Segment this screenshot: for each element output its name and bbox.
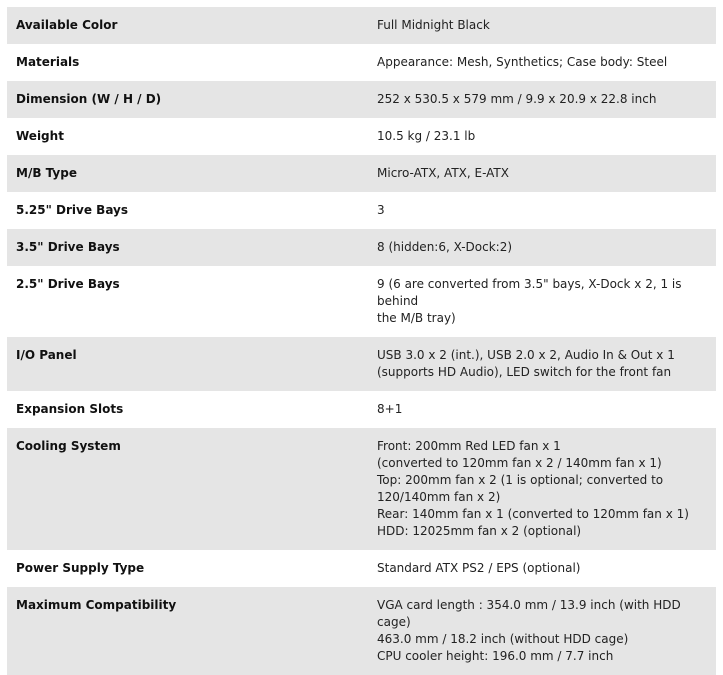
spec-label: 5.25" Drive Bays: [7, 192, 360, 229]
spec-label: Power Supply Type: [7, 550, 360, 587]
spec-label: Weight: [7, 118, 360, 155]
spec-value: [360, 118, 716, 155]
spec-row-materials: [7, 44, 716, 81]
spec-value-line: Standard ATX PS2 / EPS (optional): [377, 561, 581, 575]
spec-value: [360, 229, 716, 266]
spec-row-power-supply-type: [7, 550, 716, 587]
spec-value-line: 463.0 mm / 18.2 inch (without HDD cage): [377, 632, 629, 646]
spec-value-line: VGA card length : 354.0 mm / 13.9 inch (with HDD cage): [377, 598, 681, 629]
spec-value-line: 120/140mm fan x 2): [377, 490, 501, 504]
spec-value-line: (converted to 120mm fan x 2 / 140mm fan x 1): [377, 456, 662, 470]
spec-value-line: HDD: 12025mm fan x 2 (optional): [377, 524, 582, 538]
spec-value-line: 8+1: [377, 402, 403, 416]
spec-label: Materials: [7, 44, 360, 81]
spec-value: [360, 155, 716, 192]
spec-row-available-color: [7, 7, 716, 44]
spec-row-weight: [7, 118, 716, 155]
spec-label: Maximum Compatibility: [7, 587, 360, 675]
spec-value-line: Full Midnight Black: [377, 18, 490, 32]
spec-row-mb-type: [7, 155, 716, 192]
spec-label: I/O Panel: [7, 337, 360, 391]
spec-value: [360, 44, 716, 81]
spec-label: Expansion Slots: [7, 391, 360, 428]
spec-value: [360, 550, 716, 587]
spec-value: [360, 7, 716, 44]
spec-value: [360, 428, 716, 550]
spec-label: Cooling System: [7, 428, 360, 550]
spec-value-line: Top: 200mm fan x 2 (1 is optional; converted to: [377, 473, 664, 487]
spec-row-maximum-compatibility: [7, 587, 716, 675]
spec-row-io-panel: [7, 337, 716, 391]
spec-row-dimension: [7, 81, 716, 118]
spec-value: [360, 266, 716, 337]
spec-value-line: CPU cooler height: 196.0 mm / 7.7 inch: [377, 649, 614, 663]
spec-label: Dimension (W / H / D): [7, 81, 360, 118]
spec-row-25-drive-bays: [7, 266, 716, 337]
spec-label: 2.5" Drive Bays: [7, 266, 360, 337]
spec-row-35-drive-bays: [7, 229, 716, 266]
spec-value-line: 8 (hidden:6, X-Dock:2): [377, 240, 513, 254]
spec-value-line: 3: [377, 203, 385, 217]
spec-label: M/B Type: [7, 155, 360, 192]
spec-value: [360, 192, 716, 229]
spec-row-525-drive-bays: [7, 192, 716, 229]
spec-value-line: Front: 200mm Red LED fan x 1: [377, 439, 561, 453]
spec-value: [360, 391, 716, 428]
spec-value: [360, 337, 716, 391]
spec-label: Available Color: [7, 7, 360, 44]
spec-table: [7, 7, 716, 675]
spec-value-line: 10.5 kg / 23.1 lb: [377, 129, 476, 143]
spec-value-line: (supports HD Audio), LED switch for the front fan: [377, 365, 672, 379]
spec-value-line: Appearance: Mesh, Synthetics; Case body: Steel: [377, 55, 668, 69]
spec-value: [360, 81, 716, 118]
spec-value-line: Micro-ATX, ATX, E-ATX: [377, 166, 509, 180]
spec-row-cooling-system: [7, 428, 716, 550]
spec-value-line: 9 (6 are converted from 3.5" bays, X-Dock x 2, 1 is behind: [377, 277, 682, 308]
spec-value-line: USB 3.0 x 2 (int.), USB 2.0 x 2, Audio In & Out x 1: [377, 348, 675, 362]
spec-value-line: the M/B tray): [377, 311, 456, 325]
spec-value: [360, 587, 716, 675]
spec-row-expansion-slots: [7, 391, 716, 428]
spec-label: 3.5" Drive Bays: [7, 229, 360, 266]
spec-value-line: Rear: 140mm fan x 1 (converted to 120mm fan x 1): [377, 507, 689, 521]
spec-value-line: 252 x 530.5 x 579 mm / 9.9 x 20.9 x 22.8 inch: [377, 92, 657, 106]
